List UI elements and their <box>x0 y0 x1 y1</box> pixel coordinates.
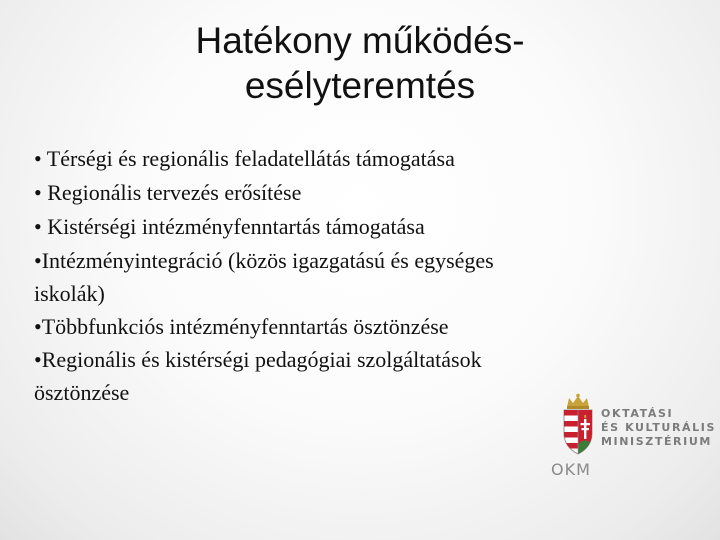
slide-title-line-1: Hatékony működés- <box>195 20 525 61</box>
ministry-logo <box>548 393 716 487</box>
slide-title-line-2: esélyteremtés <box>244 65 476 106</box>
ministry-name-line: MINISZTÉRIUM <box>601 435 712 448</box>
bullet-item: •Intézményintegráció (közös igazgatású és egységes <box>34 248 494 273</box>
bullet-item: •Többfunkciós intézményfenntartás ösztönzése <box>34 314 449 339</box>
slide-title <box>80 18 640 108</box>
ministry-name-line: ÉS KULTURÁLIS <box>601 421 716 434</box>
bullet-item: • Térségi és regionális feladatellátás támogatása <box>34 146 455 171</box>
bullet-list <box>34 142 634 409</box>
bullet-item: •Regionális és kistérségi pedagógiai szolgáltatások <box>34 347 482 372</box>
hungarian-crest-icon <box>558 393 598 457</box>
ministry-name-line: OKTATÁSI <box>601 407 674 420</box>
bullet-item-continuation: ösztönzése <box>34 380 130 405</box>
ministry-abbreviation: OKM <box>551 460 591 479</box>
bullet-item: • Kistérségi intézményfenntartás támogatása <box>34 214 425 239</box>
bullet-item: • Regionális tervezés erősítése <box>34 180 302 205</box>
bullet-item-continuation: iskolák) <box>34 281 105 306</box>
ministry-name <box>601 407 716 449</box>
